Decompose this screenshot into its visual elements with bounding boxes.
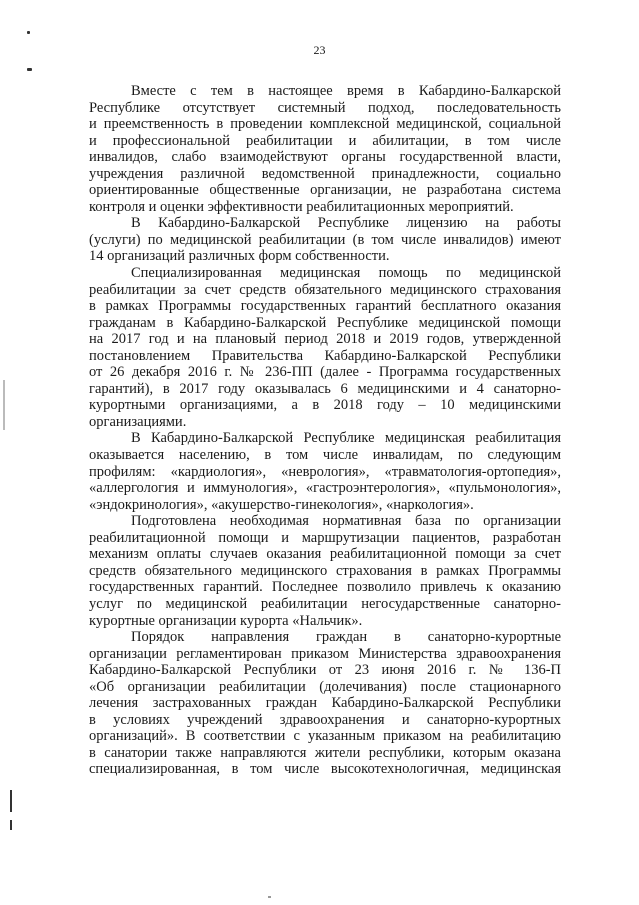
text-line: специализированная, в том числе высокотехнологичная, медицинская bbox=[89, 761, 561, 778]
document-body bbox=[89, 83, 561, 778]
text-line: Подготовлена необходимая нормативная база по организации bbox=[131, 513, 561, 530]
text-line: в рамках Программы государственных гарантий бесплатного оказания bbox=[89, 298, 561, 315]
text-line: курортными организациями, а в 2018 году – 10 медицинскими bbox=[89, 397, 561, 414]
scan-speck bbox=[27, 68, 32, 71]
text-line: «эндокринология», «акушерство-гинекология», «наркология». bbox=[89, 496, 474, 513]
text-line: гарантий), в 2017 году оказывалась 6 медицинскими и 4 санаторно- bbox=[89, 380, 561, 397]
text-line: «аллергология и иммунология», «гастроэнтерология», «пульмонология», bbox=[89, 480, 561, 497]
text-line: В Кабардино-Балкарской Республике лицензию на работы bbox=[131, 215, 561, 232]
text-line: услуг по медицинской реабилитации негосударственные санаторно- bbox=[89, 595, 561, 612]
text-line: Специализированная медицинская помощь по медицинской bbox=[131, 265, 561, 282]
text-line: реабилитации за счет средств обязательного медицинского страхования bbox=[89, 281, 561, 298]
scan-speck bbox=[27, 31, 30, 34]
text-line: Республике отсутствует системный подход, последовательность bbox=[89, 99, 561, 116]
text-line: в условиях учреждений здравоохранения и санаторно-курортных bbox=[89, 711, 561, 728]
text-line: средств обязательного медицинского страхования в рамках Программы bbox=[89, 562, 561, 579]
text-line: и преемственность в проведении комплексной медицинской, социальной bbox=[89, 116, 561, 133]
text-line: постановлением Правительства Кабардино-Балкарской Республики bbox=[89, 347, 561, 364]
text-line: «Об организации реабилитации (долечивания) после стационарного bbox=[89, 678, 561, 695]
text-line: учреждения различной ведомственной принадлежности, социально bbox=[89, 165, 561, 182]
scan-edge-shadow bbox=[3, 380, 5, 430]
text-line: механизм оплаты случаев оказания реабилитационной помощи за счет bbox=[89, 546, 561, 563]
text-line: Кабардино-Балкарской Республики от 23 июня 2016 г. № 136-П bbox=[89, 662, 561, 679]
text-line: лечения застрахованных граждан Кабардино-Балкарской Республики bbox=[89, 695, 561, 712]
text-line: на 2017 год и на плановый период 2018 и 2019 годов, утвержденной bbox=[89, 331, 561, 348]
text-line: государственных гарантий. Последнее позволило привлечь к оказанию bbox=[89, 579, 561, 596]
text-line: Вместе с тем в настоящее время в Кабардино-Балкарской bbox=[131, 83, 561, 99]
text-line: реабилитационной помощи и маршрутизации пациентов, разработан bbox=[89, 529, 561, 546]
text-line: 14 организаций различных форм собственности. bbox=[89, 248, 390, 265]
text-line: (услуги) по медицинской реабилитации (в том числе инвалидов) имеют bbox=[89, 231, 561, 248]
scan-margin-mark bbox=[10, 790, 12, 812]
text-line: в санатории также направляются жители республики, которым оказана bbox=[89, 744, 561, 761]
text-line: ориентированные общественные организации, не разработана система bbox=[89, 182, 561, 199]
text-line: организациями. bbox=[89, 413, 187, 430]
text-line: и профессиональной реабилитации и абилитации, в том числе bbox=[89, 132, 561, 149]
text-line: профилям: «кардиология», «неврология», «травматология-ортопедия», bbox=[89, 463, 561, 480]
text-line: контроля и оценки эффективности реабилитационных мероприятий. bbox=[89, 198, 514, 215]
text-line: организации регламентирован приказом Министерства здравоохранения bbox=[89, 645, 561, 662]
text-line: В Кабардино-Балкарской Республике медицинская реабилитация bbox=[131, 430, 561, 447]
scan-speck bbox=[268, 896, 271, 898]
text-line: организаций». В соответствии с указанным приказом на реабилитацию bbox=[89, 728, 561, 745]
text-line: инвалидов, слабо взаимодействуют органы государственной власти, bbox=[89, 149, 561, 166]
text-line: оказывается населению, в том числе инвалидам, по следующим bbox=[89, 447, 561, 464]
page-number: 23 bbox=[313, 43, 326, 57]
text-line: курортные организации курорта «Нальчик». bbox=[89, 612, 363, 629]
text-line: от 26 декабря 2016 г. № 236-ПП (далее - Программа государственных bbox=[89, 364, 561, 381]
scan-margin-mark bbox=[10, 820, 12, 830]
text-line: гражданам в Кабардино-Балкарской Республике медицинской помощи bbox=[89, 314, 561, 331]
text-line: Порядок направления граждан в санаторно-курортные bbox=[131, 629, 561, 646]
